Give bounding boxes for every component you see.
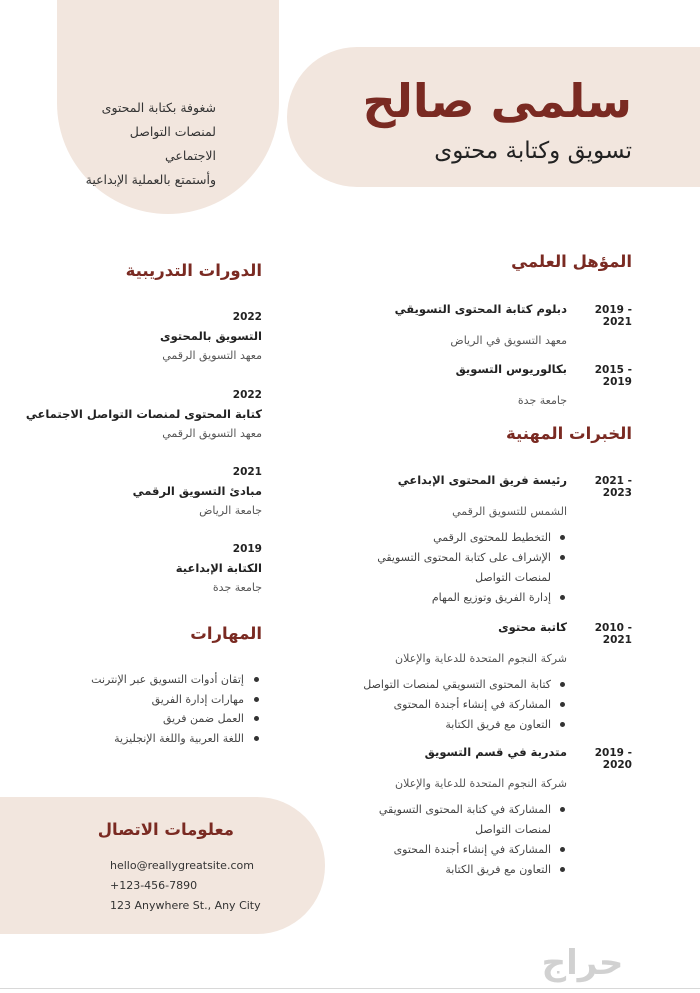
course-org: معهد التسويق الرقمي: [162, 427, 262, 440]
entry-title: رئيسة فريق المحتوى الإبداعي: [397, 473, 567, 487]
skills-section: [42, 670, 262, 748]
entry-years: 2019 - 2021: [594, 304, 632, 328]
page-divider: [0, 988, 700, 989]
entry-years: 2021 - 2023: [594, 475, 632, 499]
education-entry: [332, 362, 632, 407]
entry-title: دبلوم كتابة المحتوى التسويقي: [394, 302, 567, 316]
course-year: 2019: [232, 543, 262, 555]
course-org: جامعة جدة: [212, 581, 262, 594]
contact-phone[interactable]: +123-456-7890: [110, 879, 198, 892]
list-item: كتابة المحتوى التسويقي لمنصات التواصل: [351, 675, 551, 695]
course-year: 2022: [232, 389, 262, 401]
list-item: إدارة الفريق وتوزيع المهام: [351, 588, 551, 608]
course-org: جامعة الرياض: [199, 504, 262, 517]
entry-org: شركة النجوم المتحدة للدعاية والإعلان: [395, 777, 567, 790]
course-year: 2022: [232, 311, 262, 323]
entry-org: شركة النجوم المتحدة للدعاية والإعلان: [395, 652, 567, 665]
courses-heading: الدورات التدريبية: [125, 261, 262, 280]
experience-entry: [332, 473, 632, 608]
course-year: 2021: [232, 466, 262, 478]
entry-years: 2019 - 2020: [594, 747, 632, 771]
course-entry: [22, 466, 262, 517]
list-item: إتقان أدوات التسويق عبر الإنترنت: [42, 670, 244, 690]
entry-title: بكالوريوس التسويق: [455, 362, 567, 376]
course-entry: [22, 389, 262, 440]
entry-years: 2010 - 2021: [594, 622, 632, 646]
list-item: الإشراف على كتابة المحتوى التسويقي لمنصات التواصل: [351, 548, 551, 588]
course-title: مبادئ التسويق الرقمي: [132, 484, 262, 498]
tagline-line: شغوفة بكتابة المحتوى: [101, 100, 216, 115]
entry-title: كاتبة محتوى: [498, 620, 567, 634]
list-item: المشاركة في إنشاء أجندة المحتوى: [351, 695, 551, 715]
skills-heading: المهارات: [190, 624, 262, 643]
experience-entry: [332, 620, 632, 735]
job-title: تسويق وكتابة محتوى: [434, 138, 632, 164]
course-title: كتابة المحتوى لمنصات التواصل الاجتماعي: [25, 407, 262, 421]
course-org: معهد التسويق الرقمي: [162, 349, 262, 362]
person-name: سلمى صالح: [362, 74, 632, 128]
entry-org: معهد التسويق في الرياض: [450, 334, 567, 347]
list-item: التعاون مع فريق الكتابة: [351, 860, 551, 880]
list-item: العمل ضمن فريق: [42, 709, 244, 729]
tagline-line: لمنصات التواصل: [129, 124, 216, 139]
tagline-line: الاجتماعي: [164, 148, 216, 163]
list-item: المشاركة في إنشاء أجندة المحتوى: [351, 840, 551, 860]
entry-bullets: [351, 528, 567, 608]
list-item: التعاون مع فريق الكتابة: [351, 715, 551, 735]
entry-org: الشمس للتسويق الرقمي: [452, 505, 567, 518]
entry-bullets: [351, 675, 567, 735]
experience-heading: الخبرات المهنية: [505, 424, 632, 443]
contact-email[interactable]: hello@reallygreatsite.com: [110, 859, 254, 872]
entry-bullets: [351, 800, 567, 880]
course-entry: [22, 543, 262, 594]
list-item: مهارات إدارة الفريق: [42, 690, 244, 710]
education-entry: [332, 302, 632, 347]
contact-details: [110, 856, 310, 916]
tagline-line: وأستمتع بالعملية الإبداعية: [85, 172, 216, 187]
tagline: [56, 96, 216, 192]
education-heading: المؤهل العلمي: [511, 252, 632, 271]
contact-address: 123 Anywhere St., Any City: [110, 899, 261, 912]
course-title: الكتابة الإبداعية: [175, 561, 262, 575]
entry-org: جامعة جدة: [517, 394, 567, 407]
contact-heading: معلومات الاتصال: [97, 820, 234, 839]
entry-years: 2015 - 2019: [594, 364, 632, 388]
list-item: المشاركة في كتابة المحتوى التسويقي لمنصات التواصل: [351, 800, 551, 840]
experience-entry: [332, 745, 632, 880]
entry-title: متدربة في قسم التسويق: [424, 745, 567, 759]
course-entry: [22, 311, 262, 362]
list-item: اللغة العربية واللغة الإنجليزية: [42, 729, 244, 749]
list-item: التخطيط للمحتوى الرقمي: [351, 528, 551, 548]
course-title: التسويق بالمحتوى: [160, 329, 262, 343]
watermark: حراج: [541, 943, 624, 983]
skills-list: [42, 670, 262, 748]
